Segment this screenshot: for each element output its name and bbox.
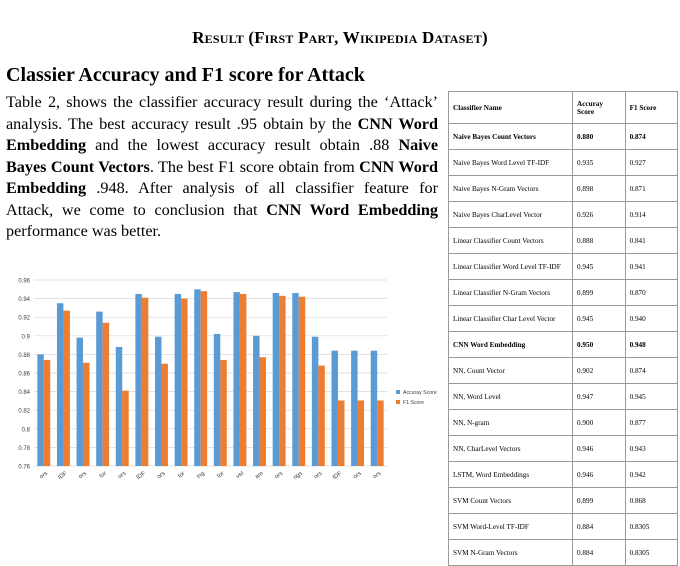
row-classifier-name: Linear Classifier Char Level Vector [449,306,573,332]
row-accuracy-score: 0.902 [573,358,626,384]
row-f1-score: 0.874 [625,358,677,384]
row-classifier-name: SVM N-Gram Vectors [449,540,573,566]
row-accuracy-score: 0.884 [573,540,626,566]
row-classifier-name: Naive Bayes Count Vectors [449,124,573,150]
accuracy-bar [273,293,279,466]
x-tick-label: IDF [57,470,69,482]
para-text-3: . The best F1 score obtain from [149,157,360,176]
accuracy-bar [351,351,357,466]
row-f1-score: 0.948 [625,332,677,358]
table-row [449,540,678,566]
accuracy-bar [175,294,181,466]
y-tick-label: 0.84 [18,390,30,397]
f1-bar [83,363,89,466]
accuracy-bar [253,336,259,466]
row-classifier-name: Linear Classifier Word Level TF-IDF [449,254,573,280]
accuracy-bar [57,303,63,466]
table-row [449,176,678,202]
results-table [448,91,678,566]
para-text-1: Table 2, shows the classifier accuracy result during the ‘Attack’ analysis. The best accuracy result .95 obtain by the [6,93,438,133]
row-classifier-name: NN, N-gram [449,410,573,436]
f1-bar [142,298,148,466]
f1-bar [279,296,285,466]
x-tick-label: vel [235,470,246,481]
x-tick-label: ors [38,470,49,481]
para-text-5: performance was better. [6,222,162,240]
f1-bar [161,364,167,466]
f1-bar [181,299,187,466]
table-row [449,150,678,176]
x-tick-label: IDF [135,470,148,482]
x-tick-label: ors [77,470,89,481]
table-row [449,202,678,228]
x-tick-label: tor [216,470,226,480]
legend-swatch [396,400,400,404]
para-bold-1: CNN Word Embedding [6,114,438,154]
y-tick-label: 0.92 [18,315,30,322]
header-f1-score: F1 Score [625,92,677,124]
row-accuracy-score: 0.898 [573,176,626,202]
f1-bar [44,360,50,466]
y-tick-label: 0.96 [18,278,30,285]
row-f1-score: 0.871 [625,176,677,202]
table-row [449,384,678,410]
y-tick-label: 0.9 [21,334,30,341]
row-classifier-name: CNN Word Embedding [449,332,573,358]
table-row [449,514,678,540]
table-row [449,462,678,488]
table-row [449,306,678,332]
accuracy-bar [332,351,338,466]
row-f1-score: 0.874 [625,124,677,150]
accuracy-bar [312,337,318,466]
table-header-row [449,92,678,124]
row-classifier-name: NN, Count Vector [449,358,573,384]
table-row [449,332,678,358]
row-f1-score: 0.841 [625,228,677,254]
section-title: Result (First Part, Wikipedia Dataset) [192,28,488,47]
row-f1-score: 0.8305 [625,514,677,540]
y-tick-label: 0.78 [18,445,30,452]
y-tick-label: 0.76 [18,464,30,471]
row-f1-score: 0.8305 [625,540,677,566]
row-classifier-name: Naive Bayes Word Level TF-IDF [449,150,573,176]
row-accuracy-score: 0.899 [573,488,626,514]
table-row [449,124,678,150]
x-tick-label: ors [372,470,383,481]
table-row [449,254,678,280]
row-accuracy-score: 0.900 [573,410,626,436]
accuracy-bar [116,347,122,466]
x-tick-label: ors [352,470,363,481]
row-accuracy-score: 0.899 [573,280,626,306]
table-row [449,410,678,436]
table-row [449,358,678,384]
f1-bar [201,291,207,466]
x-tick-label: ors [117,470,128,481]
accuracy-bar [135,294,141,466]
y-tick-label: 0.86 [18,371,30,378]
legend-swatch [396,390,400,394]
table-row [449,436,678,462]
x-tick-label: ors [156,470,167,481]
row-f1-score: 0.877 [625,410,677,436]
accuracy-bar [233,292,239,466]
f1-bar [299,297,305,466]
row-classifier-name: Naive Bayes N-Gram Vectors [449,176,573,202]
table-row [449,280,678,306]
row-accuracy-score: 0.946 [573,436,626,462]
para-text-4: .948. After analysis of all classifier feature for Attack, we come to conclusion that [6,179,438,219]
table-row [449,488,678,514]
f1-bar [377,400,383,466]
row-accuracy-score: 0.945 [573,306,626,332]
accuracy-bar [292,293,298,466]
para-text-2: and the lowest accuracy result obtain .88 [86,136,399,154]
row-f1-score: 0.942 [625,462,677,488]
row-accuracy-score: 0.950 [573,332,626,358]
row-f1-score: 0.927 [625,150,677,176]
f1-bar [122,391,128,466]
x-tick-label: ngs [292,470,304,482]
row-accuracy-score: 0.946 [573,462,626,488]
row-accuracy-score: 0.888 [573,228,626,254]
row-accuracy-score: 0.945 [573,254,626,280]
row-accuracy-score: 0.947 [573,384,626,410]
f1-bar [63,311,69,466]
row-accuracy-score: 0.884 [573,514,626,540]
accuracy-f1-bar-chart [2,274,438,482]
row-f1-score: 0.914 [625,202,677,228]
row-classifier-name: NN, CharLevel Vectors [449,436,573,462]
header-accuracy-score: Accuray Score [573,92,626,124]
accuracy-bar [194,289,200,466]
row-classifier-name: NN, Word Level [449,384,573,410]
table-row [449,228,678,254]
body-paragraph [6,92,438,243]
x-tick-label: ors [274,470,285,481]
y-tick-label: 0.94 [18,297,30,304]
section-heading: Classier Accuracy and F1 score for Attack [6,64,365,86]
para-bold-4: CNN Word Embedding [266,200,439,219]
row-classifier-name: LSTM, Word Embeddings [449,462,573,488]
row-f1-score: 0.868 [625,488,677,514]
row-classifier-name: Linear Classifier N-Gram Vectors [449,280,573,306]
row-f1-score: 0.940 [625,306,677,332]
f1-bar [220,360,226,466]
row-classifier-name: SVM Word-Level TF-IDF [449,514,573,540]
x-tick-label: am [254,470,265,481]
accuracy-bar [371,351,377,466]
row-classifier-name: SVM Count Vectors [449,488,573,514]
f1-bar [103,323,109,466]
f1-bar [240,294,246,466]
f1-bar [338,400,344,466]
legend-label: Accuray Score [403,390,437,396]
y-tick-label: 0.88 [18,352,30,359]
row-f1-score: 0.870 [625,280,677,306]
para-bold-3: CNN Word Embedding [6,157,438,197]
row-f1-score: 0.941 [625,254,677,280]
row-f1-score: 0.943 [625,436,677,462]
x-tick-label: ors [313,470,324,481]
x-tick-label: ing [195,470,206,481]
accuracy-bar [96,312,102,466]
f1-bar [318,366,324,466]
row-classifier-name: Linear Classifier Count Vectors [449,228,573,254]
row-accuracy-score: 0.880 [573,124,626,150]
x-tick-label: IDF [331,470,344,482]
legend-label: F1 Score [403,400,425,406]
row-f1-score: 0.945 [625,384,677,410]
accuracy-bar [155,337,161,466]
f1-bar [358,400,364,466]
f1-bar [260,357,266,466]
row-accuracy-score: 0.926 [573,202,626,228]
row-accuracy-score: 0.935 [573,150,626,176]
accuracy-bar [37,354,43,466]
results-table-container [448,91,678,557]
accuracy-bar [214,334,220,466]
x-tick-label: tor [177,470,187,480]
y-tick-label: 0.8 [21,427,30,434]
x-tick-label: tor [98,470,108,480]
accuracy-bar [77,338,83,466]
y-tick-label: 0.82 [18,408,30,415]
row-classifier-name: Naive Bayes CharLevel Vector [449,202,573,228]
para-bold-2: Naive Bayes Count Vectors [6,136,438,176]
header-classifier-name: Classifier Name [449,92,573,124]
